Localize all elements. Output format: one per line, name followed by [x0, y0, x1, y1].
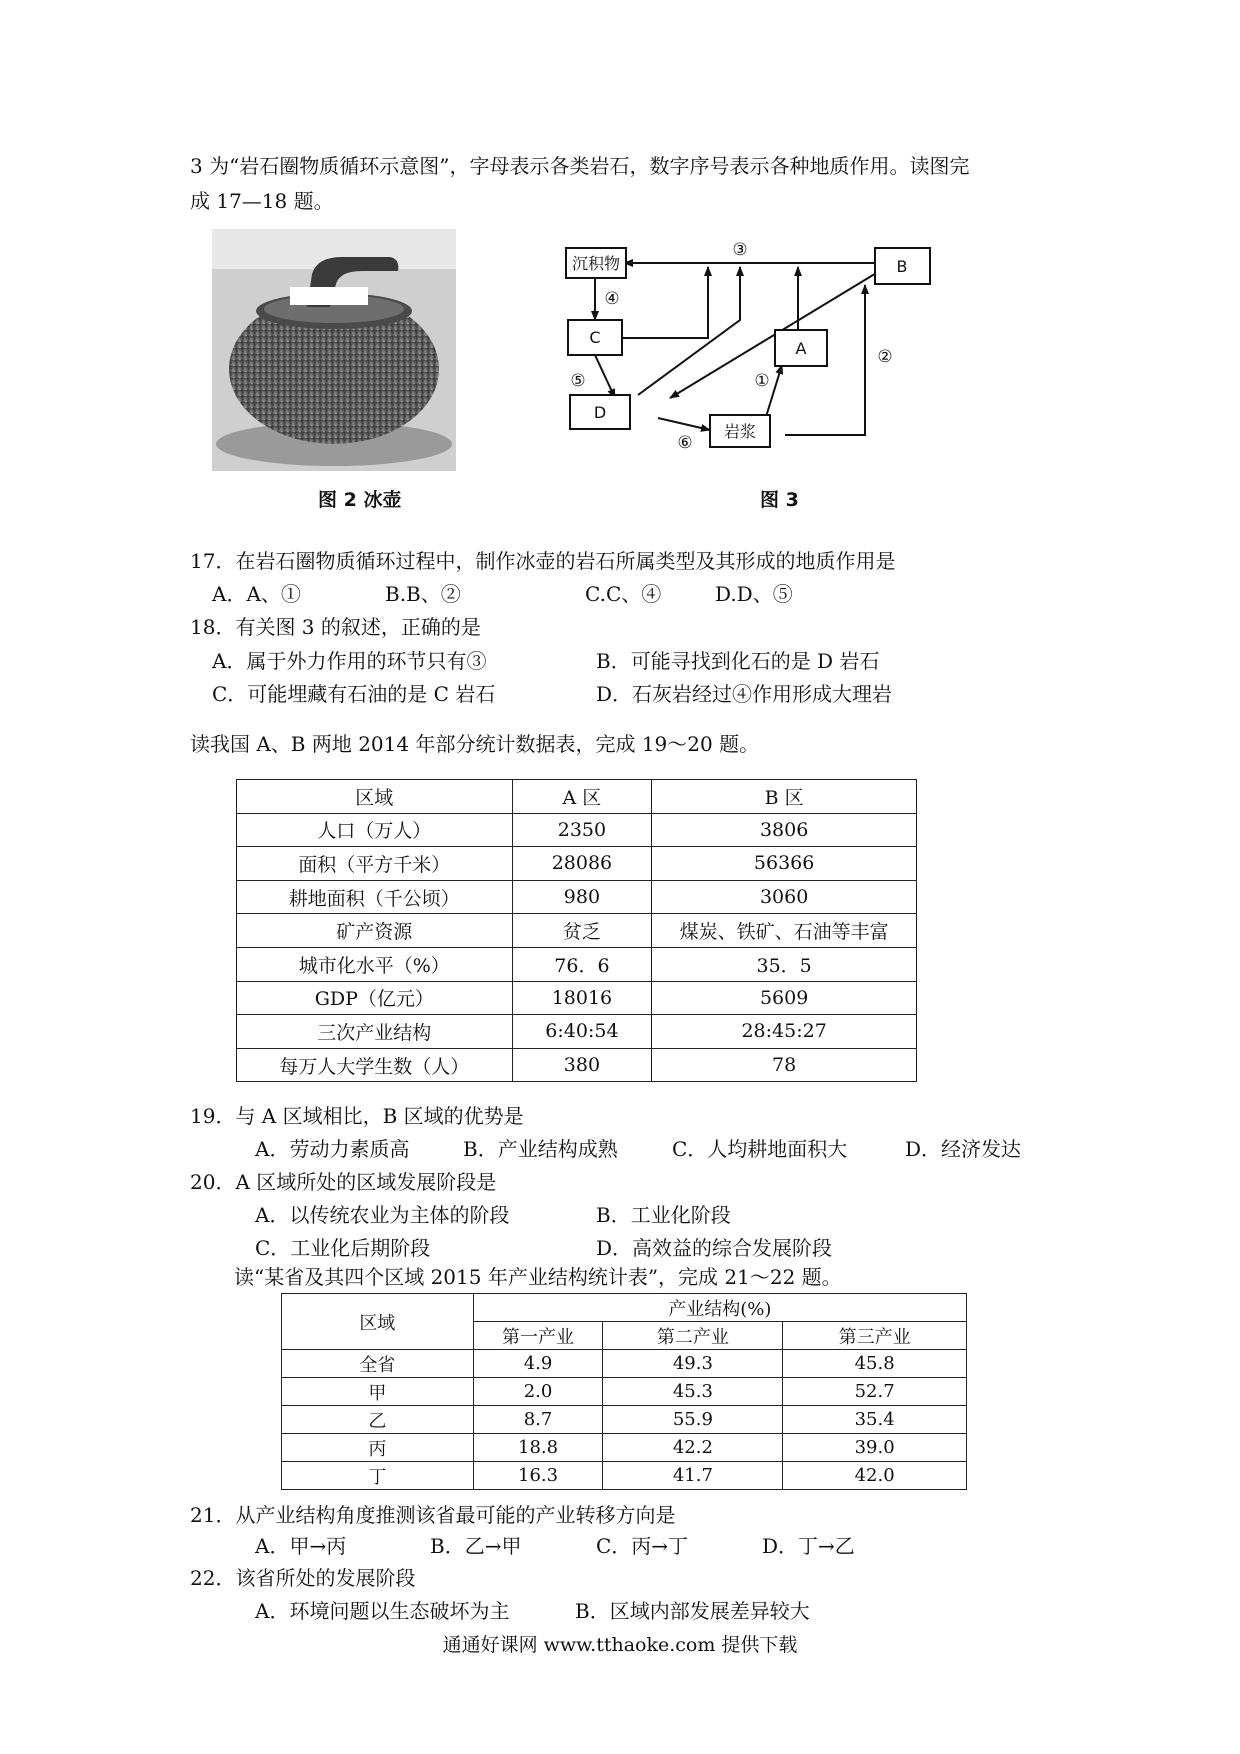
q22-option-b: B．区域内部发展差异较大 — [575, 1599, 810, 1623]
sediment-label: 沉积物 — [571, 254, 621, 273]
rock-c-label: C — [589, 328, 601, 347]
table-cell: 42.2 — [603, 1434, 783, 1462]
rock-cycle-diagram — [560, 230, 940, 470]
table-row — [237, 813, 917, 847]
rock-d-label: D — [593, 403, 607, 422]
q19-stem: 19．与 A 区域相比，B 区域的优势是 — [190, 1104, 524, 1128]
header-cell: B 区 — [652, 780, 917, 814]
table-cell: 380 — [512, 1048, 652, 1082]
table-cell: 丁 — [282, 1462, 474, 1490]
table-cell: 35.4 — [783, 1406, 967, 1434]
rock-b-label: B — [896, 257, 908, 276]
table-cell: 3060 — [652, 880, 917, 914]
rock-a-label: A — [795, 339, 807, 358]
table-cell: 耕地面积（千公顷） — [237, 880, 513, 914]
q18-option-c: C．可能埋藏有石油的是 C 岩石 — [212, 682, 496, 706]
table-cell: 城市化水平（%） — [237, 947, 513, 981]
table-cell: 丙 — [282, 1434, 474, 1462]
q18-stem: 18．有关图 3 的叙述，正确的是 — [190, 615, 481, 639]
table-cell: 2350 — [512, 813, 652, 847]
table-cell: 45.8 — [783, 1350, 967, 1378]
q17-stem: 17．在岩石圈物质循环过程中，制作冰壶的岩石所属类型及其形成的地质作用是 — [190, 549, 896, 573]
q17-option-b: B.B、② — [385, 582, 461, 606]
q19-option-d: D．经济发达 — [905, 1137, 1022, 1161]
table-cell: 煤炭、铁矿、石油等丰富 — [652, 914, 917, 948]
q20-option-b: B．工业化阶段 — [596, 1203, 731, 1227]
figure-3-caption: 图 3 — [760, 489, 799, 511]
table-cell: 35．5 — [652, 947, 917, 981]
process-2-label: ② — [877, 347, 893, 367]
region-stats-table — [236, 779, 917, 1082]
page-footer: 通通好课网 www.tthaoke.com 提供下载 — [442, 1634, 798, 1656]
q19-option-b: B．产业结构成熟 — [463, 1137, 618, 1161]
q18-option-b: B．可能寻找到化石的是 D 岩石 — [596, 649, 880, 673]
table-cell: 3806 — [652, 813, 917, 847]
table-cell: 面积（平方千米） — [237, 847, 513, 881]
table-cell: 28:45:27 — [652, 1015, 917, 1049]
table-row — [282, 1406, 967, 1434]
magma-label: 岩浆 — [723, 422, 757, 441]
table-cell: 8.7 — [473, 1406, 603, 1434]
table-cell: 39.0 — [783, 1434, 967, 1462]
table-cell: 56366 — [652, 847, 917, 881]
table-cell: 28086 — [512, 847, 652, 881]
process-3-label: ③ — [732, 240, 748, 260]
q20-option-d: D．高效益的综合发展阶段 — [596, 1236, 833, 1260]
table-cell: 4.9 — [473, 1350, 603, 1378]
table-row — [237, 981, 917, 1015]
table-row — [282, 1350, 967, 1378]
industry-structure-table — [281, 1293, 967, 1490]
table-row — [237, 847, 917, 881]
table-row — [282, 1378, 967, 1406]
table-row — [237, 914, 917, 948]
table1-intro: 读我国 A、B 两地 2014 年部分统计数据表，完成 19～20 题。 — [190, 732, 760, 756]
table-cell: 每万人大学生数（人） — [237, 1048, 513, 1082]
subheader-cell: 第三产业 — [783, 1322, 967, 1350]
table-cell: GDP（亿元） — [237, 981, 513, 1015]
q18-option-a: A．属于外力作用的环节只有③ — [212, 649, 487, 673]
figure-2-caption: 图 2 冰壶 — [318, 489, 402, 511]
table-cell: 18.8 — [473, 1434, 603, 1462]
header-cell: 区域 — [237, 780, 513, 814]
table-row — [237, 947, 917, 981]
q21-option-b: B．乙→甲 — [430, 1534, 522, 1558]
table-cell: 55.9 — [603, 1406, 783, 1434]
group-header-cell: 产业结构(%) — [473, 1294, 966, 1322]
table-cell: 2.0 — [473, 1378, 603, 1406]
table-cell: 42.0 — [783, 1462, 967, 1490]
intro-line-2: 成 17—18 题。 — [190, 189, 334, 213]
header-cell: A 区 — [512, 780, 652, 814]
table-row — [237, 1015, 917, 1049]
table-cell: 乙 — [282, 1406, 474, 1434]
q17-option-d: D.D、⑤ — [715, 582, 793, 606]
curling-stone-photo — [212, 229, 456, 471]
q20-stem: 20．A 区域所处的区域发展阶段是 — [190, 1170, 497, 1194]
q21-stem: 21．从产业结构角度推测该省最可能的产业转移方向是 — [190, 1503, 676, 1527]
process-6-label: ⑥ — [677, 433, 693, 453]
table-cell: 76．6 — [512, 947, 652, 981]
table-cell: 980 — [512, 880, 652, 914]
table-cell: 45.3 — [603, 1378, 783, 1406]
table-cell: 人口（万人） — [237, 813, 513, 847]
q22-option-a: A．环境问题以生态破坏为主 — [255, 1599, 510, 1623]
q20-option-c: C．工业化后期阶段 — [255, 1236, 431, 1260]
table-cell: 78 — [652, 1048, 917, 1082]
table-cell: 全省 — [282, 1350, 474, 1378]
q21-option-c: C．丙→丁 — [596, 1534, 689, 1558]
table-cell: 49.3 — [603, 1350, 783, 1378]
table-row — [237, 1048, 917, 1082]
q18-option-d: D．石灰岩经过④作用形成大理岩 — [596, 682, 893, 706]
table-cell: 41.7 — [603, 1462, 783, 1490]
table-cell: 6:40:54 — [512, 1015, 652, 1049]
table-cell: 16.3 — [473, 1462, 603, 1490]
table-cell: 贫乏 — [512, 914, 652, 948]
q22-stem: 22．该省所处的发展阶段 — [190, 1566, 416, 1590]
q21-option-d: D．丁→乙 — [762, 1534, 855, 1558]
table-row — [237, 880, 917, 914]
table-row — [282, 1462, 967, 1490]
curling-stone-image — [212, 229, 456, 471]
table2-intro: 读“某省及其四个区域 2015 年产业结构统计表”，完成 21～22 题。 — [234, 1265, 842, 1289]
q17-option-a: A．A、① — [212, 582, 301, 606]
process-1-label: ① — [754, 371, 770, 391]
subheader-cell: 第二产业 — [603, 1322, 783, 1350]
q20-option-a: A．以传统农业为主体的阶段 — [255, 1203, 510, 1227]
table-header-row — [282, 1294, 967, 1322]
table-cell: 5609 — [652, 981, 917, 1015]
intro-line-1: 3 为“岩石圈物质循环示意图”，字母表示各类岩石，数字序号表示各种地质作用。读图完 — [190, 154, 970, 178]
table-cell: 甲 — [282, 1378, 474, 1406]
process-5-label: ⑤ — [570, 371, 586, 391]
table-header-row — [237, 780, 917, 814]
table-cell: 矿产资源 — [237, 914, 513, 948]
q17-option-c: C.C、④ — [585, 582, 662, 606]
q19-option-a: A．劳动力素质高 — [255, 1137, 410, 1161]
q21-option-a: A．甲→丙 — [255, 1534, 347, 1558]
table-cell: 52.7 — [783, 1378, 967, 1406]
table-cell: 18016 — [512, 981, 652, 1015]
subheader-cell: 第一产业 — [473, 1322, 603, 1350]
q19-option-c: C．人均耕地面积大 — [672, 1137, 848, 1161]
process-4-label: ④ — [604, 289, 620, 309]
table-cell: 三次产业结构 — [237, 1015, 513, 1049]
region-header-cell: 区域 — [282, 1294, 474, 1350]
table-row — [282, 1434, 967, 1462]
